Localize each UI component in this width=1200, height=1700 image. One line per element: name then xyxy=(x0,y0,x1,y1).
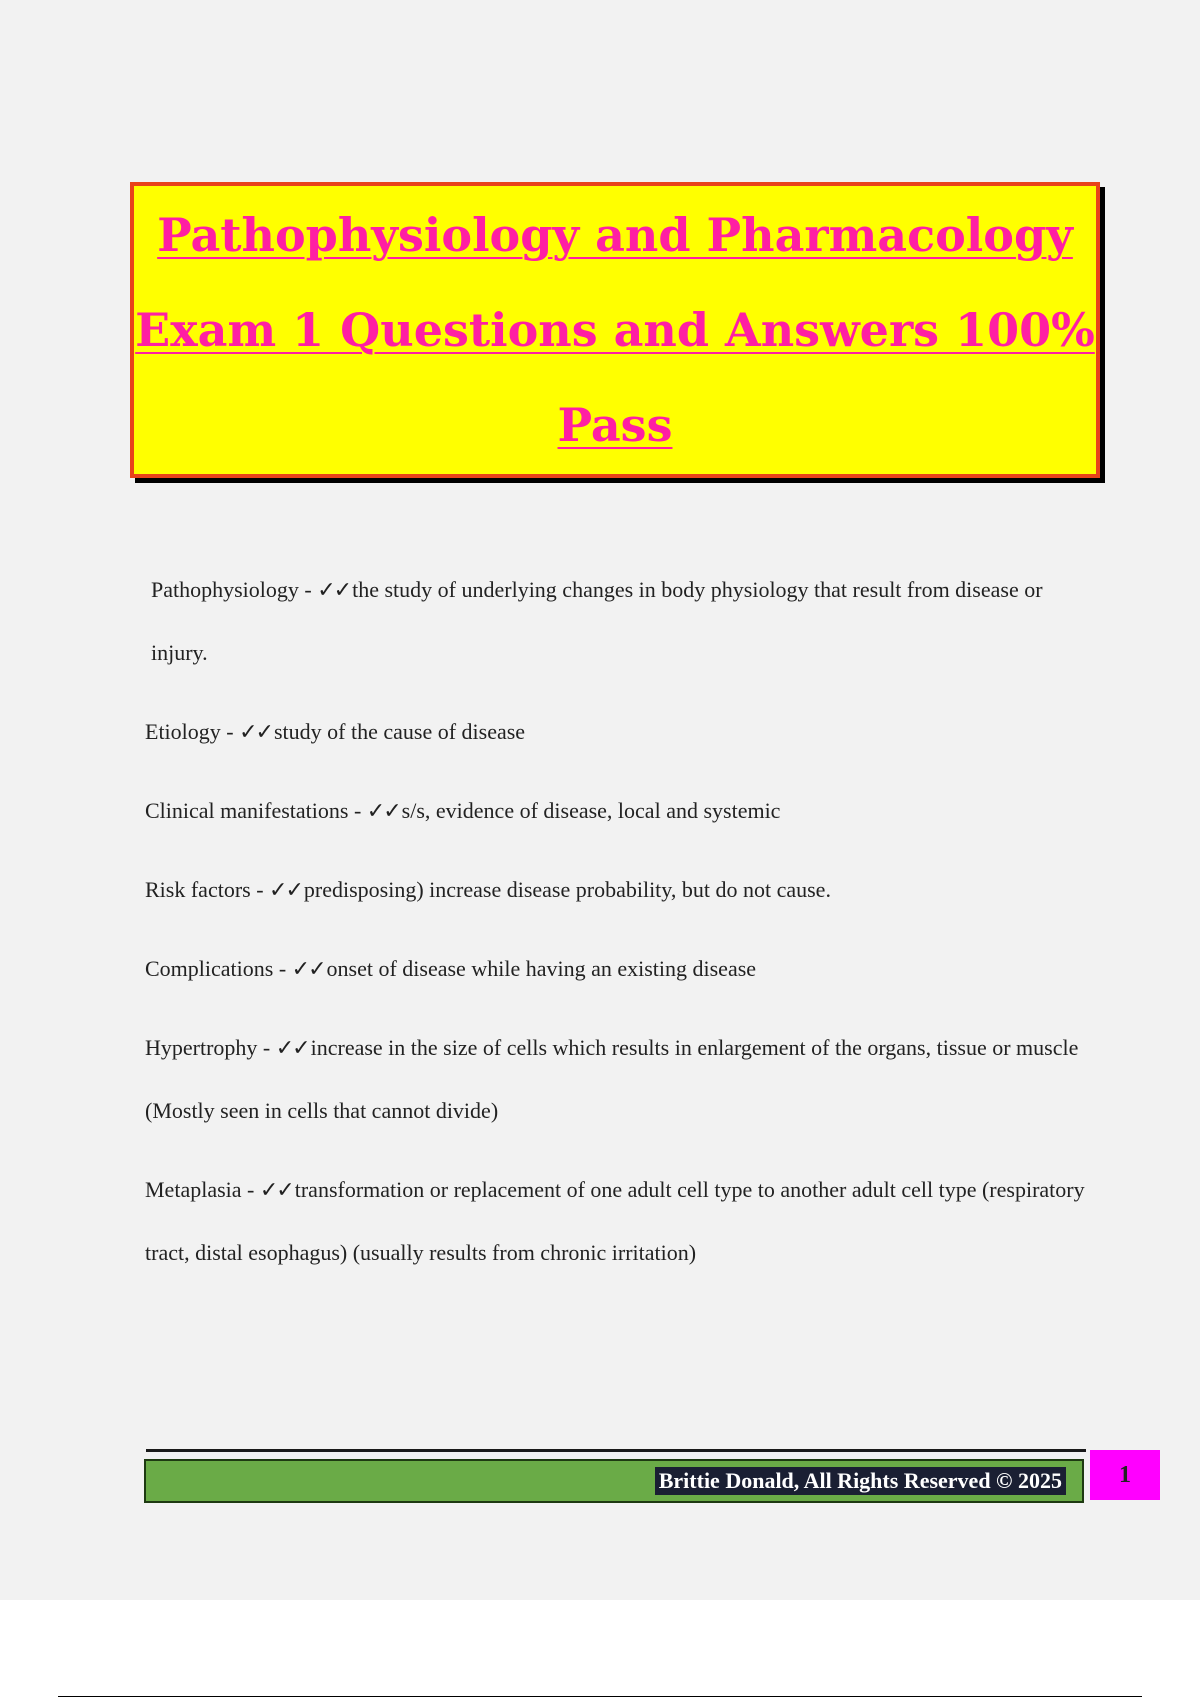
title-line-1: Pathophysiology and Pharmacology xyxy=(157,207,1073,262)
footer-bar xyxy=(144,1459,1084,1503)
qa-entry-metaplasia xyxy=(145,1158,1095,1284)
qa-entry-etiology xyxy=(145,700,1095,763)
entry-definition: increase in the size of cells which results in enlargement of the organs, tissue or muscle (Mostly seen in cells that cannot divide) xyxy=(145,1035,1079,1123)
double-check-icon: ✓✓ xyxy=(269,877,302,902)
entry-definition: the study of underlying changes in body physiology that result from disease or injury. xyxy=(151,577,1043,665)
qa-list xyxy=(145,558,1095,1300)
entry-term: Complications - xyxy=(145,956,292,981)
entry-term: Risk factors - xyxy=(145,877,270,902)
qa-entry-pathophysiology xyxy=(145,558,1095,684)
qa-entry-complications xyxy=(145,937,1095,1000)
entry-definition: s/s, evidence of disease, local and systemic xyxy=(401,798,781,823)
double-check-icon: ✓✓ xyxy=(366,798,400,823)
title-line-2: Exam 1 Questions and Answers 100% xyxy=(135,302,1095,357)
title-line-3: Pass xyxy=(557,397,673,452)
page-number: 1 xyxy=(1090,1450,1160,1500)
double-check-icon: ✓✓ xyxy=(317,577,351,602)
qa-entry-risk-factors xyxy=(145,858,1095,921)
page-separator xyxy=(58,1696,1142,1697)
qa-entry-hypertrophy xyxy=(145,1016,1095,1142)
entry-definition: onset of disease while having an existing disease xyxy=(326,956,757,981)
entry-definition: transformation or replacement of one adult cell type to another adult cell type (respiratory tract, distal esophagus) (usually results from chronic irritation) xyxy=(145,1177,1085,1265)
double-check-icon: ✓✓ xyxy=(291,956,325,981)
double-check-icon: ✓✓ xyxy=(239,719,272,744)
qa-entry-clinical-manifestations xyxy=(145,779,1095,842)
entry-term: Hypertrophy - xyxy=(145,1035,276,1060)
entry-term: Clinical manifestations - xyxy=(145,798,367,823)
double-check-icon: ✓✓ xyxy=(275,1035,309,1060)
document-title xyxy=(135,188,1095,473)
entry-term: Pathophysiology - xyxy=(151,577,318,602)
entry-term: Etiology - xyxy=(145,719,240,744)
entry-definition: predisposing) increase disease probability, but do not cause. xyxy=(303,877,831,902)
copyright-notice: Brittie Donald, All Rights Reserved © 2025 xyxy=(655,1467,1066,1495)
footer-divider xyxy=(146,1449,1086,1452)
double-check-icon: ✓✓ xyxy=(259,1177,293,1202)
entry-term: Metaplasia - xyxy=(145,1177,260,1202)
title-box xyxy=(130,182,1100,478)
entry-definition: study of the cause of disease xyxy=(273,719,526,744)
